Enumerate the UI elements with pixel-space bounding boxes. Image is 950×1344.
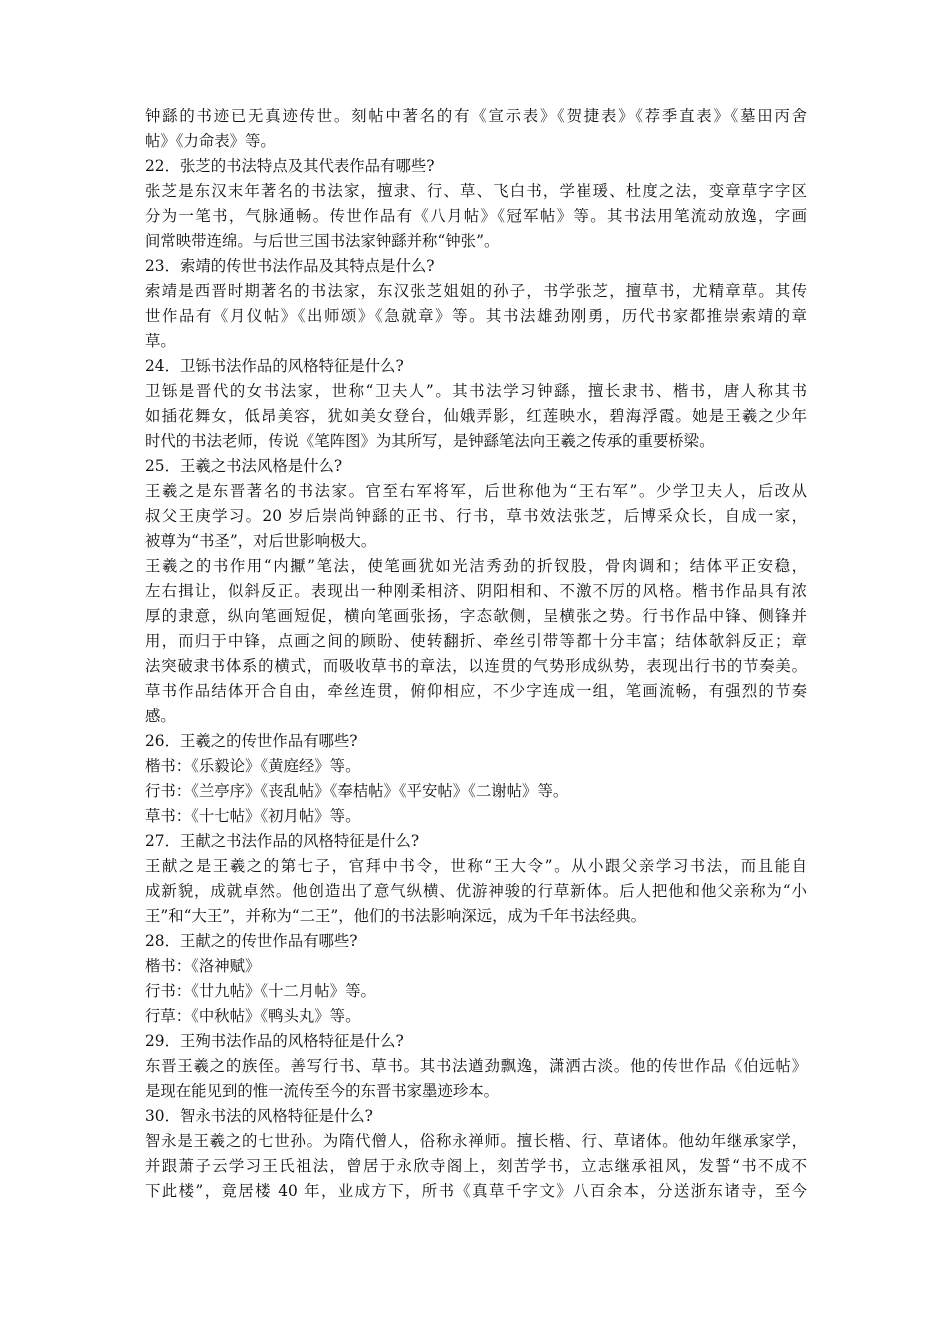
text-line: 世作品有《月仪帖》《出师颂》《急就章》等。其书法雄劲刚勇，历代书家都推崇索靖的章 [145, 307, 807, 325]
text-line: 被尊为“书圣”，对后世影响极大。 [145, 532, 377, 550]
text-line: 王羲之是东晋著名的书法家。官至右军将军，后世称他为“王右军”。少学卫夫人，后改从 [145, 482, 807, 500]
text-line: 草。 [145, 332, 176, 350]
text-line: 楷书：《乐毅论》《黄庭经》等。 [145, 757, 361, 775]
text-line: 下此楼”，竟居楼 40 年，业成方下，所书《真草千字文》八百余本，分送浙东诸寺，至今 [145, 1182, 807, 1200]
text-line: 楷书：《洛神赋》 [145, 957, 261, 975]
text-line: 智永是王羲之的七世孙。为隋代僧人，俗称永禅师。擅长楷、行、草诸体。他幼年继承家学， [145, 1132, 807, 1150]
text-line: 如插花舞女，低昂美容，犹如美女登台，仙娥弄影，红莲映水，碧海浮霞。她是王羲之少年 [145, 407, 807, 425]
text-line: 27．王献之书法作品的风格特征是什么? [145, 832, 420, 850]
text-line: 间常映带连绵。与后世三国书法家钟繇并称“钟张”。 [145, 232, 500, 250]
text-line: 王羲之的书作用“内擫”笔法，使笔画犹如光洁秀劲的折钗股，骨肉调和；结体平正安稳， [145, 557, 807, 575]
text-line: 钟繇的书迹已无真迹传世。刻帖中著名的有《宣示表》《贺捷表》《荐季直表》《墓田丙舍 [145, 107, 807, 125]
text-line: 卫铄是晋代的女书法家，世称“卫夫人”。其书法学习钟繇，擅长隶书、楷书，唐人称其书 [145, 382, 807, 400]
text-line: 行草：《中秋帖》《鸭头丸》等。 [145, 1007, 361, 1025]
text-line: 王”和“大王”，并称为“二王”，他们的书法影响深远，成为千年书法经典。 [145, 907, 647, 925]
text-line: 张芝是东汉末年著名的书法家，擅隶、行、草、飞白书，学崔瑗、杜度之法，变章草字字区 [145, 182, 807, 200]
text-line: 时代的书法老师，传说《笔阵图》为其所写，是钟繇笔法向王羲之传承的重要桥梁。 [145, 432, 715, 450]
text-line: 22．张芝的书法特点及其代表作品有哪些? [145, 157, 435, 175]
text-line: 29．王殉书法作品的风格特征是什么? [145, 1032, 404, 1050]
text-line: 索靖是西晋时期著名的书法家，东汉张芝姐姐的孙子，书学张芝，擅草书，尤精章草。其传 [145, 282, 807, 300]
text-line: 行书：《廿九帖》《十二月帖》等。 [145, 982, 376, 1000]
text-line: 30．智永书法的风格特征是什么? [145, 1107, 373, 1125]
text-line: 并跟萧子云学习王氏祖法，曾居于永欣寺阁上，刻苦学书，立志继承祖风，发誓“书不成不 [145, 1157, 807, 1175]
text-line: 28．王献之的传世作品有哪些? [145, 932, 358, 950]
text-line: 26．王羲之的传世作品有哪些? [145, 732, 358, 750]
text-line: 草书：《十七帖》《初月帖》等。 [145, 807, 361, 825]
text-line: 厚的隶意，纵向笔画短促，横向笔画张扬，字态欹侧，呈横张之势。行书作品中锋、侧锋并 [145, 607, 807, 625]
text-line: 行书：《兰亭序》《丧乱帖》《奉桔帖》《平安帖》《二谢帖》等。 [145, 782, 569, 800]
text-line: 是现在能见到的惟一流传至今的东晋书家墨迹珍本。 [145, 1082, 499, 1100]
text-line: 王献之是王羲之的第七子，官拜中书令，世称“王大令”。从小跟父亲学习书法，而且能自 [145, 857, 807, 875]
text-line: 用，而归于中锋，点画之间的顾盼、使转翻折、牵丝引带等都十分丰富；结体欹斜反正；章 [145, 632, 807, 650]
text-line: 感。 [145, 707, 176, 725]
text-line: 东晋王羲之的族侄。善写行书、草书。其书法遒劲飘逸，潇洒古淡。他的传世作品《伯远帖》 [145, 1057, 807, 1075]
text-line: 分为一笔书，气脉通畅。传世作品有《八月帖》《冠军帖》等。其书法用笔流动放逸，字画 [145, 207, 807, 225]
text-line: 叔父王庚学习。20 岁后崇尚钟繇的正书、行书，草书效法张芝，后博采众长，自成一家， [145, 507, 807, 525]
text-line: 法突破隶书体系的横式，而吸收草书的章法，以连贯的气势形成纵势，表现出行书的节奏美。 [145, 657, 807, 675]
text-line: 左右揖让，似斜反正。表现出一种刚柔相济、阴阳相和、不激不厉的风格。楷书作品具有浓 [145, 582, 807, 600]
text-line: 帖》《力命表》等。 [145, 132, 276, 150]
text-line: 草书作品结体开合自由，牵丝连贯，俯仰相应，不少字连成一组，笔画流畅，有强烈的节奏 [145, 682, 807, 700]
text-line: 23．索靖的传世书法作品及其特点是什么? [145, 257, 435, 275]
document-page [145, 104, 807, 1204]
text-line: 24．卫铄书法作品的风格特征是什么? [145, 357, 404, 375]
text-line: 25．王羲之书法风格是什么? [145, 457, 343, 475]
text-line: 成新貌，成就卓然。他创造出了意气纵横、优游神骏的行草新体。后人把他和他父亲称为“小 [145, 882, 807, 900]
